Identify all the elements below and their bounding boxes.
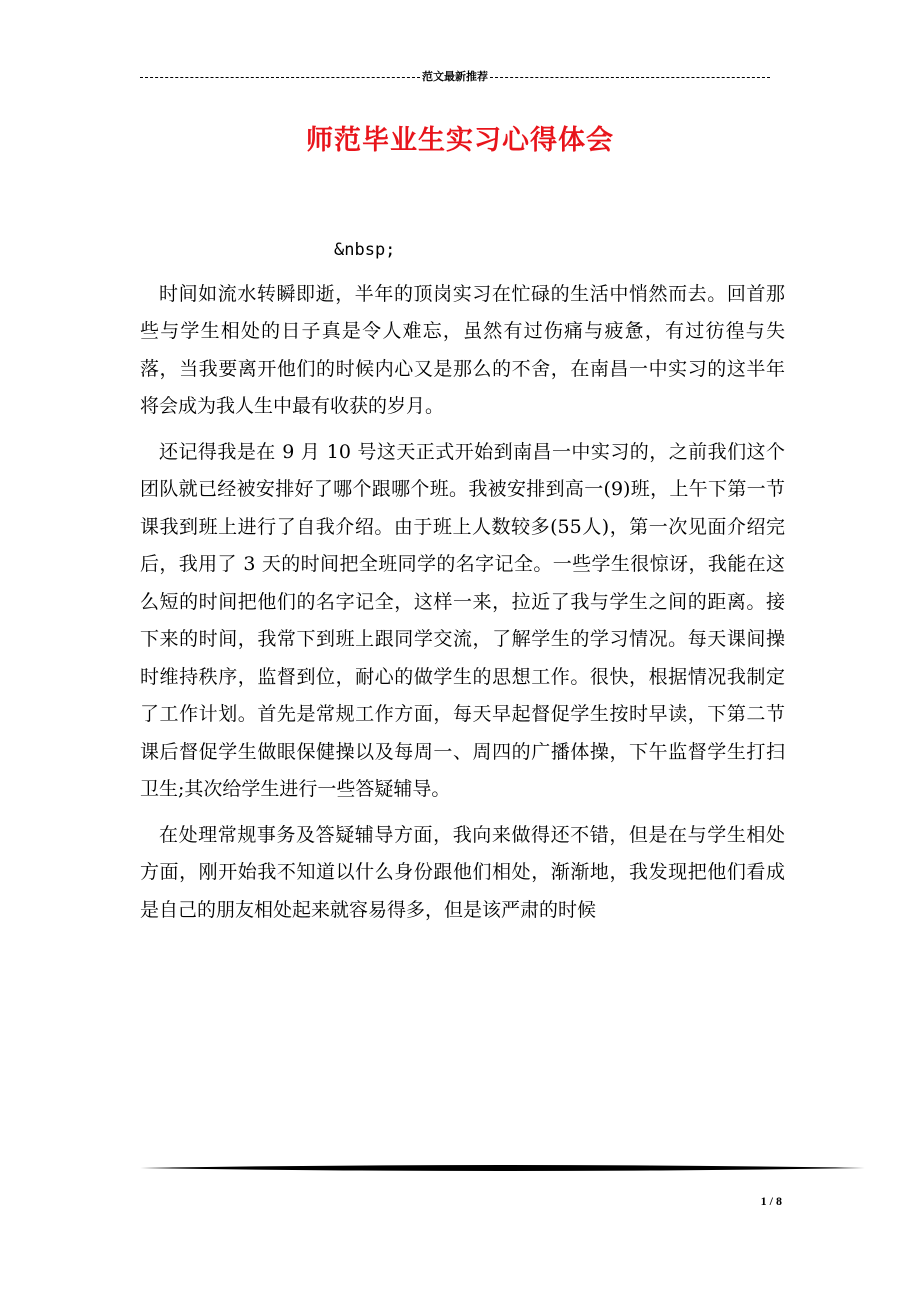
nbsp-line: &nbsp;: [334, 240, 396, 260]
document-title: 师范毕业生实习心得体会: [306, 125, 614, 156]
paragraph-3: 在处理常规事务及答疑辅导方面，我向来做得还不错，但是在与学生相处方面，刚开始我不知道以什么身份跟他们相处，渐渐地，我发现把他们看成是自己的朋友相处起来就容易得多，但是该严肃的时候: [140, 823, 785, 921]
paragraph-2: 还记得我是在 9 月 10 号这天正式开始到南昌一中实习的，之前我们这个团队就已经被安排好了哪个跟哪个班。我被安排到高一(9)班，上午下第一节课我到班上进行了自我介绍。由于班上人数较多(55人)，第一次见面介绍完后，我用了 3 天的时间把全班同学的名字记全。一些学生很惊讶，我能在这么短的时间把他们的名字记全，这样一来，拉近了我与学生之间的距离。接下来的时间，我常下到班上跟同学交流，了解学生的学习情况。每天课间操时维持秩序，监督到位，耐心的做学生的思想工作。很快，根据情况我制定了工作计划。首先是常规工作方面，每天早起督促学生按时早读，下第二节课后督促学生做眼保健操以及每周一、周四的广播体操，下午监督学生打扫卫生;其次给学生进行一些答疑辅导。: [140, 440, 785, 800]
header-dash-left: [140, 77, 420, 78]
footer-rule: [140, 1163, 865, 1173]
header-dash-right: [490, 77, 770, 78]
header-label: 范文最新推荐: [422, 71, 488, 83]
page-number: 1 / 8: [760, 1194, 782, 1208]
page-header: [140, 66, 770, 86]
document-body: [140, 232, 785, 937]
paragraph-1: 时间如流水转瞬即逝，半年的顶岗实习在忙碌的生活中悄然而去。回首那些与学生相处的日子真是令人难忘，虽然有过伤痛与疲惫，有过彷徨与失落，当我要离开他们的时候内心又是那么的不舍，在南昌一中实习的这半年将会成为我人生中最有收获的岁月。: [140, 282, 785, 417]
